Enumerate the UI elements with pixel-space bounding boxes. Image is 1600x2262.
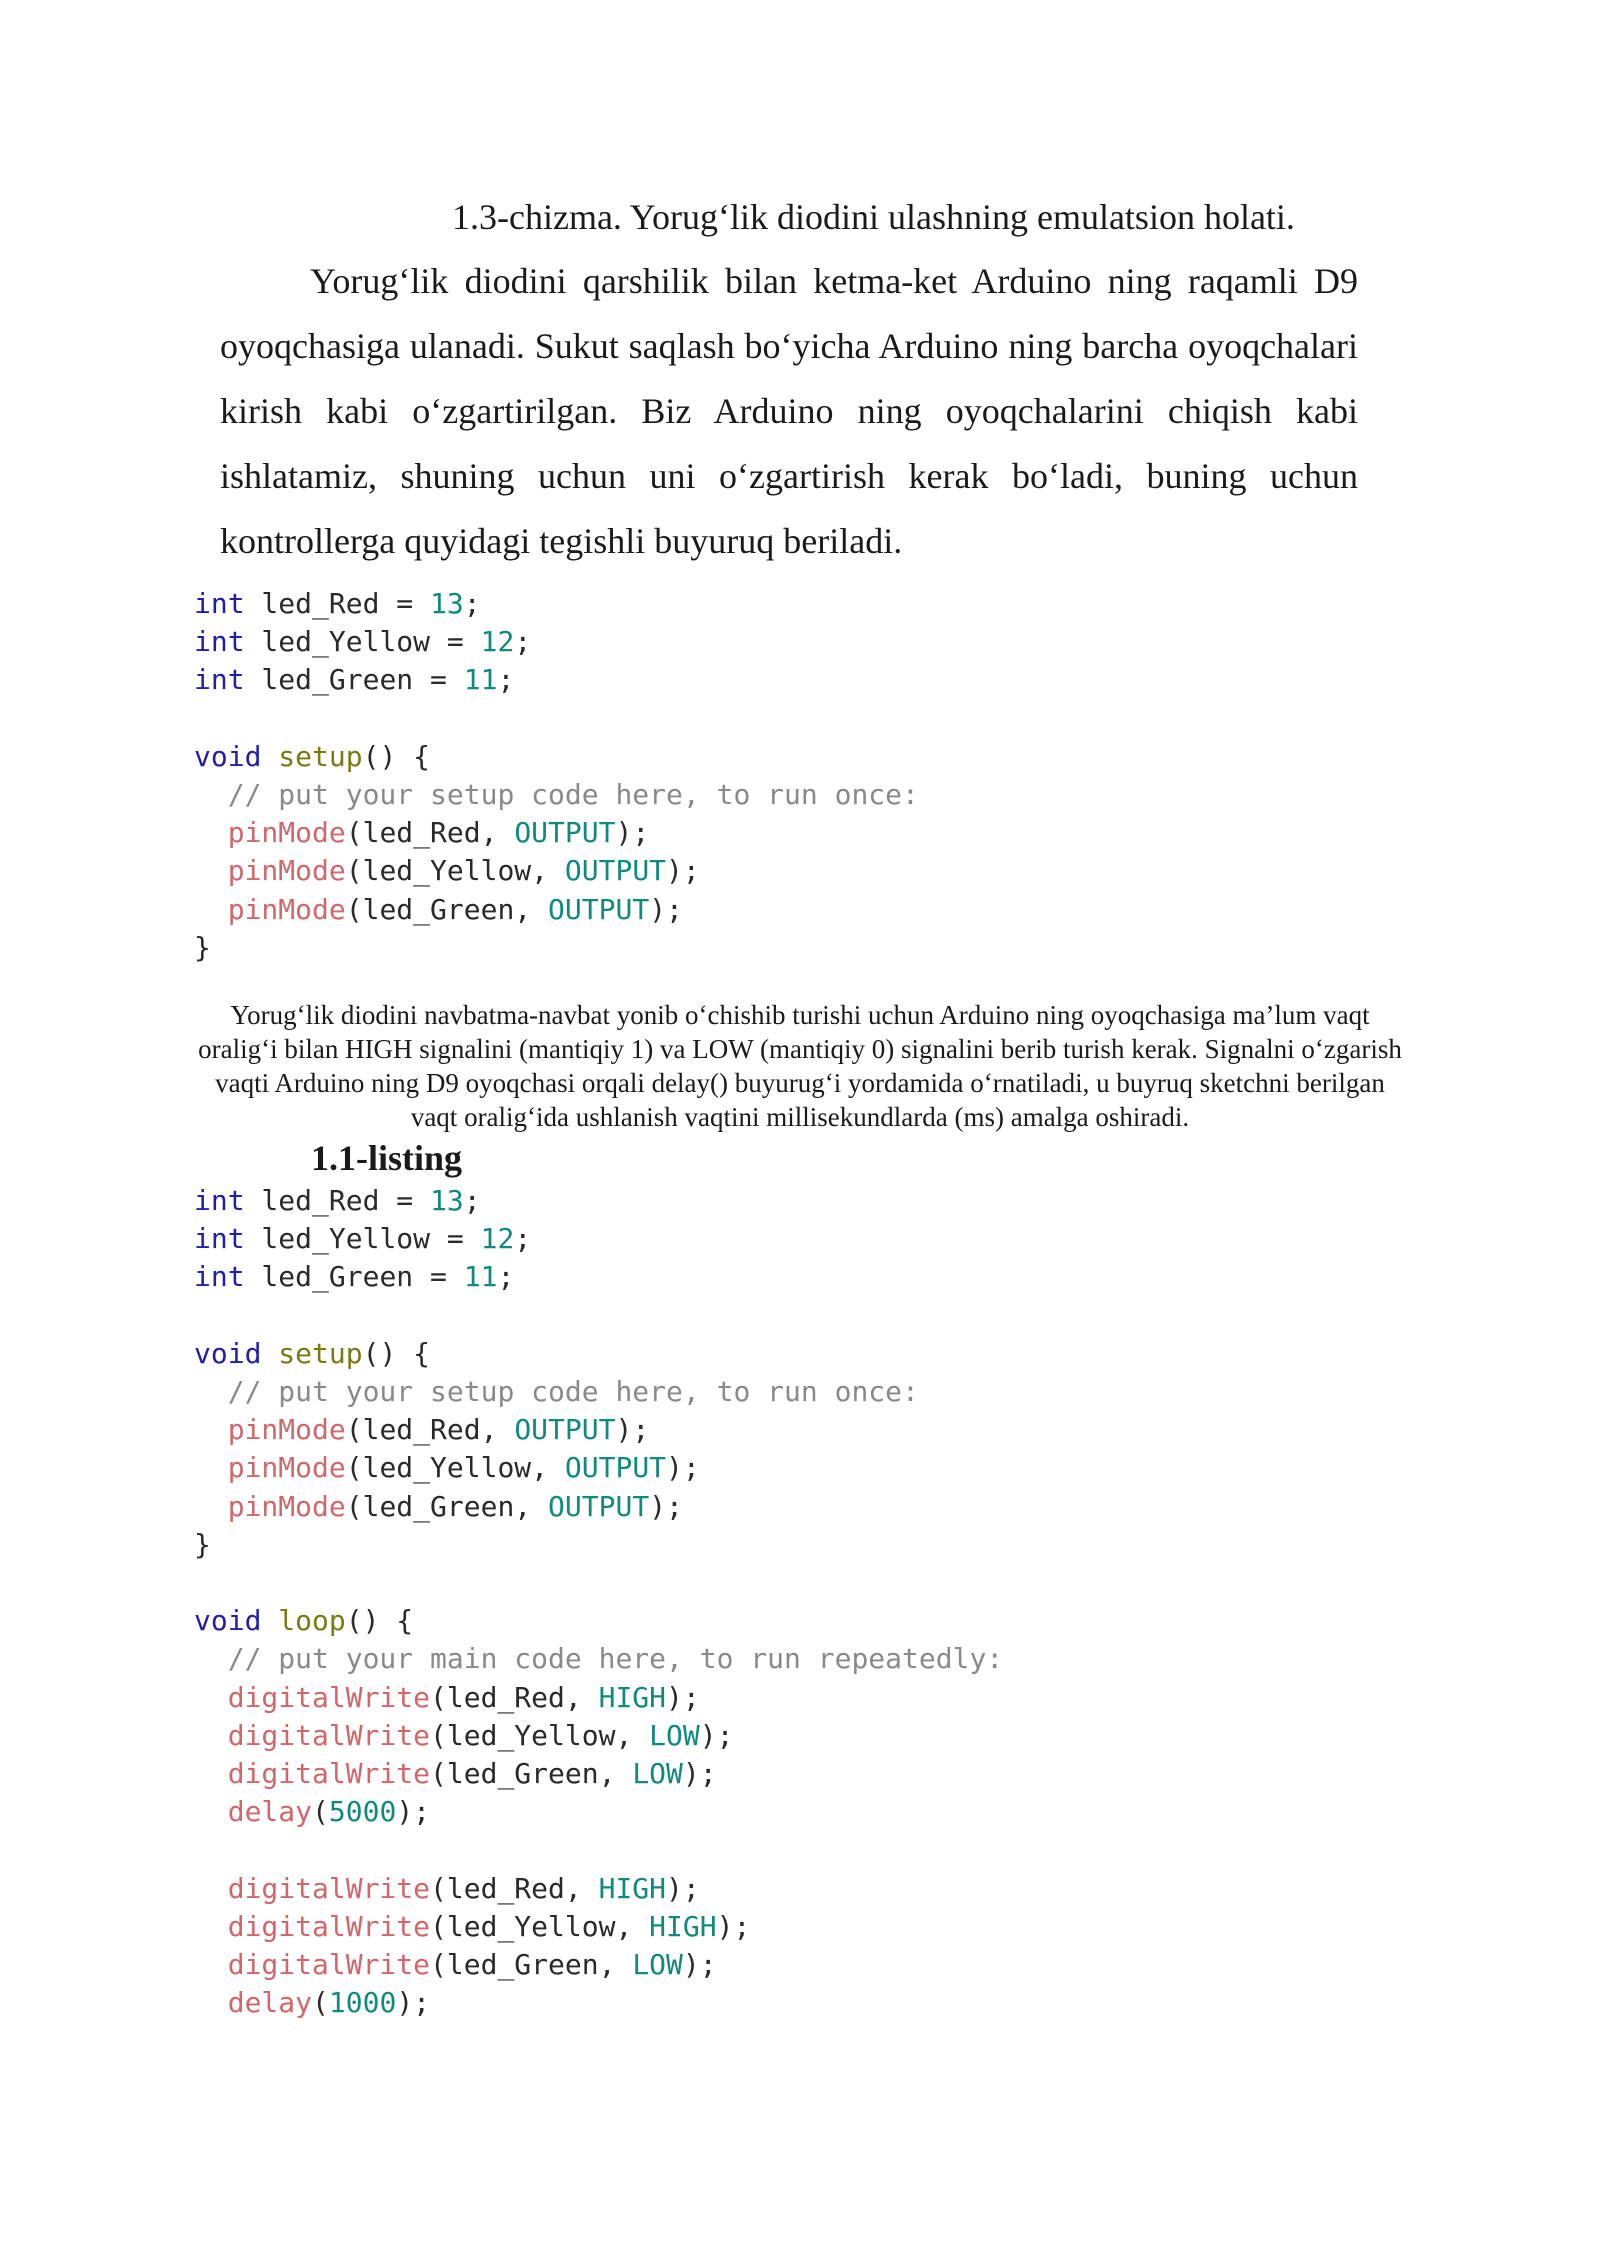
listing-title: 1.1-listing: [311, 1138, 463, 1178]
code-token-fn: setup: [278, 739, 363, 773]
code-token-ard: digitalWrite: [227, 1757, 431, 1791]
code-token-ard: digitalWrite: [227, 1718, 431, 1752]
code-token-ard: pinMode: [227, 854, 346, 888]
code-token-cmt: // put your setup code here, to run once:: [227, 778, 919, 812]
code-token-num: 1000: [328, 1986, 397, 2020]
code-token-ard: pinMode: [227, 1451, 346, 1485]
code-token-cmt: // put your setup code here, to run once:: [227, 1375, 919, 1409]
code-token-num: 12: [480, 1222, 515, 1256]
paragraph-main: Yorug‘lik diodini qarshilik bilan ketma-ket Arduino ning raqamli D9 oyoqchasiga ulanadi. Sukut saqlash bo‘yicha Arduino ning barcha oyoqchalari kirish kabi o‘zgartirilgan. Biz Arduino ning oyoqchalarini chiqish kabi ishlatamiz, shuning uchun uni o‘zgartirish kerak bo‘ladi, buning uchun kontrollerga quyidagi tegishli buyuruq beriladi.: [220, 261, 1358, 561]
code-token-cst: HIGH: [598, 1871, 667, 1905]
code-token-ard: pinMode: [227, 816, 346, 850]
code-token-cst: OUTPUT: [514, 1413, 616, 1447]
code-token-ard: pinMode: [227, 1489, 346, 1523]
code-block-setup: int led_Red = 13; int led_Yellow = 12; int led_Green = 11; void setup() { // put your setup code here, to run once: pinMode(led_Red, OUTPUT); pinMode(led_Yellow, OUTPUT); pinMode(led_Green, OUTPUT); }: [194, 587, 919, 964]
code-token-cst: OUTPUT: [548, 892, 650, 926]
code-token-kw: int: [194, 1222, 245, 1256]
code-token-ard: digitalWrite: [227, 1871, 431, 1905]
code-token-ard: digitalWrite: [227, 1909, 431, 1943]
figure-caption: 1.3-chizma. Yorug‘lik diodini ulashning emulatsion holati.: [452, 197, 1295, 237]
paragraph-signal: Yorug‘lik diodini navbatma-navbat yonib o‘chishib turishi uchun Arduino ning oyoqchasiga ma’lum vaqt oralig‘i bilan HIGH signalini (mantiqiy 1) va LOW (mantiqiy 0) signalini berib turish kerak. Signalni o‘zgarish vaqti Arduino ning D9 oyoqchasi orqali delay() buyurug‘i yordamida o‘rnatiladi, u buyruq sketchni berilgan vaqt oralig‘ida ushlanish vaqtini millisekundlarda (ms) amalga oshiradi.: [198, 1000, 1402, 1132]
code-token-kw: void: [194, 739, 262, 773]
code-token-cst: HIGH: [649, 1909, 717, 1943]
code-token-fn: loop: [278, 1604, 346, 1638]
code-token-num: 12: [480, 625, 515, 659]
code-token-num: 5000: [328, 1795, 397, 1829]
code-block-listing: int led_Red = 13; int led_Yellow = 12; int led_Green = 11; void setup() { // put your setup code here, to run once: pinMode(led_Red, OUTPUT); pinMode(led_Yellow, OUTPUT); pinMode(led_Green, OUTPUT); } void loop() { // put your main code here, to run repeatedly: digitalWrite(led_Red, HIGH); digitalWrite(led_Yellow, LOW); digitalWrite(led_Green, LOW); delay(5000); digitalWrite(led_Red, HIGH); digitalWrite(led_Yellow, HIGH); digitalWrite(led_Green, LOW); delay(1000);: [194, 1184, 1004, 2020]
code-token-kw: int: [194, 587, 245, 620]
code-token-ard: delay: [227, 1795, 313, 1829]
code-token-cmt: // put your main code here, to run repeatedly:: [227, 1642, 1004, 1676]
code-token-kw: int: [194, 663, 245, 697]
code-token-num: 11: [463, 1260, 498, 1294]
code-token-cst: OUTPUT: [564, 854, 667, 888]
code-token-num: 13: [430, 587, 464, 620]
code-token-kw: void: [194, 1336, 262, 1370]
code-token-kw: int: [194, 1260, 245, 1294]
code-token-kw: int: [194, 625, 245, 659]
code-token-cst: OUTPUT: [514, 816, 616, 850]
code-token-kw: void: [194, 1604, 262, 1638]
code-token-ard: digitalWrite: [227, 1948, 431, 1982]
code-token-fn: setup: [278, 1336, 363, 1370]
code-token-cst: OUTPUT: [564, 1451, 667, 1485]
code-token-cst: LOW: [632, 1757, 683, 1791]
code-token-num: 11: [463, 663, 498, 697]
code-token-cst: OUTPUT: [548, 1489, 650, 1523]
code-token-cst: HIGH: [598, 1680, 667, 1714]
code-token-ard: pinMode: [227, 892, 346, 926]
code-token-ard: delay: [227, 1986, 313, 2020]
code-token-kw: int: [194, 1184, 245, 1217]
code-token-cst: LOW: [632, 1948, 683, 1982]
code-token-ard: pinMode: [227, 1413, 346, 1447]
code-token-num: 13: [430, 1184, 464, 1217]
code-token-cst: LOW: [649, 1718, 700, 1752]
code-token-ard: digitalWrite: [227, 1680, 431, 1714]
